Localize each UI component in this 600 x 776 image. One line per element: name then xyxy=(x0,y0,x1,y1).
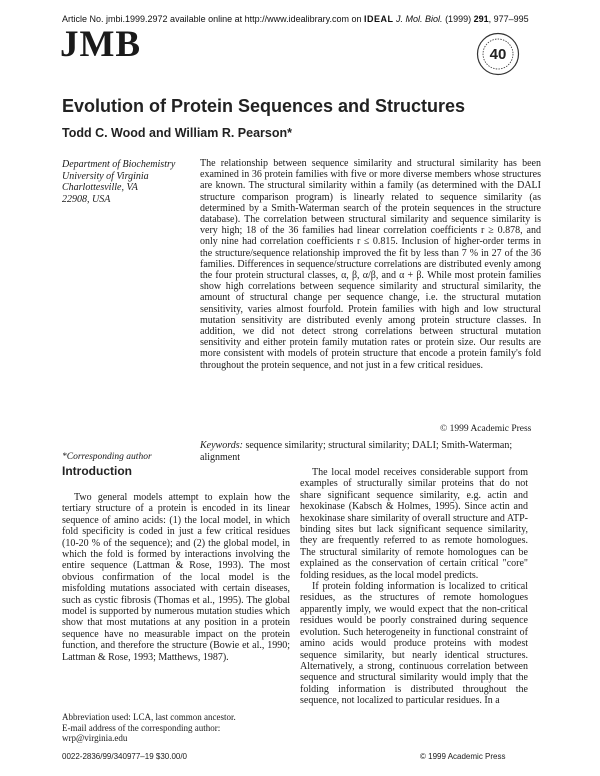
keywords-label: Keywords: xyxy=(200,440,243,451)
affiliation-line: 22908, USA xyxy=(62,193,111,205)
footer-copyright: © 1999 Academic Press xyxy=(420,752,506,761)
anniversary-seal-number: 40 xyxy=(489,46,507,63)
left-column xyxy=(62,492,290,663)
section-heading-introduction: Introduction xyxy=(62,464,132,478)
article-header-line xyxy=(62,14,529,24)
keywords-text: sequence similarity; structural similarity; DALI; Smith-Waterman; alignment xyxy=(200,440,513,463)
footnote xyxy=(62,712,290,744)
affiliation-line: Charlottesville, VA xyxy=(62,182,138,193)
article-availability-text: Article No. jmbi.1999.2972 available online at http://www.idealibrary.com on xyxy=(62,14,362,24)
anniversary-seal-icon xyxy=(476,32,520,76)
paragraph: Two general models attempt to explain how the tertiary structure of a protein is encoded in its linear sequence of amino acids: (1) the local model, in which fold specificity is coded in just a few critical residues (10-20 % of the sequence); and (2) the global model, in which the fold is formed by interactions involving the entire sequence (Lattman & Rose, 1993). The most obvious confirmation of the local model is the misfolding mutations associated with certain diseases, such as cystic fibrosis (Thomas et al., 1995). The global model is supported by numerous mutation studies which show that most mutations at any position in a protein sequence have no measurable impact on the protein function, and therefore the structure (Bowie et al., 1990; Lattman & Rose, 1993; Matthews, 1987). xyxy=(62,492,290,663)
affiliation-line: University of Virginia xyxy=(62,170,149,182)
paragraph: If protein folding information is localized to critical residues, as the structures of remote homologues apparently imply, we would expect that the non-critical residues would be poorly constrained during sequence evolution. Such heterogeneity in functional constraint of amino acids would produce proteins with modest sequence similarity, but nearly identical structures. Alternatively, a strong, continuous correlation between sequence and structural similarity would imply that the folding information is distributed throughout the sequence, not localized to particular residues. In a xyxy=(300,581,528,707)
article-authors: Todd C. Wood and William R. Pearson* xyxy=(62,126,292,140)
abstract: The relationship between sequence similarity and structural similarity has been examined in 36 protein families with five or more diverse members whose structures are known. The structural similarity within a family (as determined with the DALI structure comparison program) is linearly related to sequence similarity (as determined by a Smith-Waterman search of the protein sequences in the structure database). The correlation between structural similarity and sequence similarity is very high; 18 of the 36 families had linear correlation coefficients r ≥ 0.878, and only nine had correlation coefficients r ≤ 0.815. Inclusion of higher-order terms in the structure/sequence relationship improved the fit by less than 7 % in 27 of the 36 families. Differences in sequence/structure correlations are distributed evenly among the four protein structural classes, α, β, α/β, and α + β. While most protein families show high correlations between sequence similarity and structural similarity, the amount of structural change per sequence change, i.e. the structural mutation sensitivity, varies almost fourfold. Protein families with high and low structural mutation sensitivity are distributed evenly among protein structure classes. In addition, we did not detect strong correlations between structural mutation sensitivity and either protein family mutation rates or protein size. Our results are more consistent with models of protein structure that encode a protein family's fold throughout the protein sequence, and not just in a few critical residues. xyxy=(200,158,541,371)
journal-name: J. Mol. Biol. xyxy=(396,14,443,24)
journal-year: (1999) xyxy=(445,14,472,24)
paragraph: The local model receives considerable support from examples of structurally similar proteins that do not share significant sequence similarity, e.g. actin and hexokinase (Kabsch & Holmes, 1995). Since actin and hexokinase share similarity of overall structure and ATP-binding sites but lack significant sequence similarity, they are frequently referred to as remote homologues. The structural similarity of remote homologues can be explained as the conservation of certain critical "core" folding residues, as the local model predicts. xyxy=(300,467,528,581)
affiliation-line: Department of Biochemistry xyxy=(62,159,176,170)
journal-logo: JMB xyxy=(60,24,142,65)
keywords xyxy=(200,440,541,463)
footnote-abbreviation: Abbreviation used: LCA, last common ancestor. xyxy=(62,712,236,722)
right-column xyxy=(300,467,528,707)
abstract-copyright: © 1999 Academic Press xyxy=(440,424,532,434)
footnote-email[interactable]: wrp@virginia.edu xyxy=(62,733,128,743)
corresponding-author-note: *Corresponding author xyxy=(62,452,152,462)
journal-pages: , 977–995 xyxy=(488,14,529,24)
issn-line: 0022-2836/99/340977–19 $30.00/0 xyxy=(62,752,188,761)
footnote-email-label: E-mail address of the corresponding author: xyxy=(62,722,221,733)
affiliation xyxy=(62,159,175,205)
article-title: Evolution of Protein Sequences and Structures xyxy=(62,96,466,116)
journal-volume: 291 xyxy=(473,14,489,24)
ideal-logo: IDEAL xyxy=(364,14,394,24)
